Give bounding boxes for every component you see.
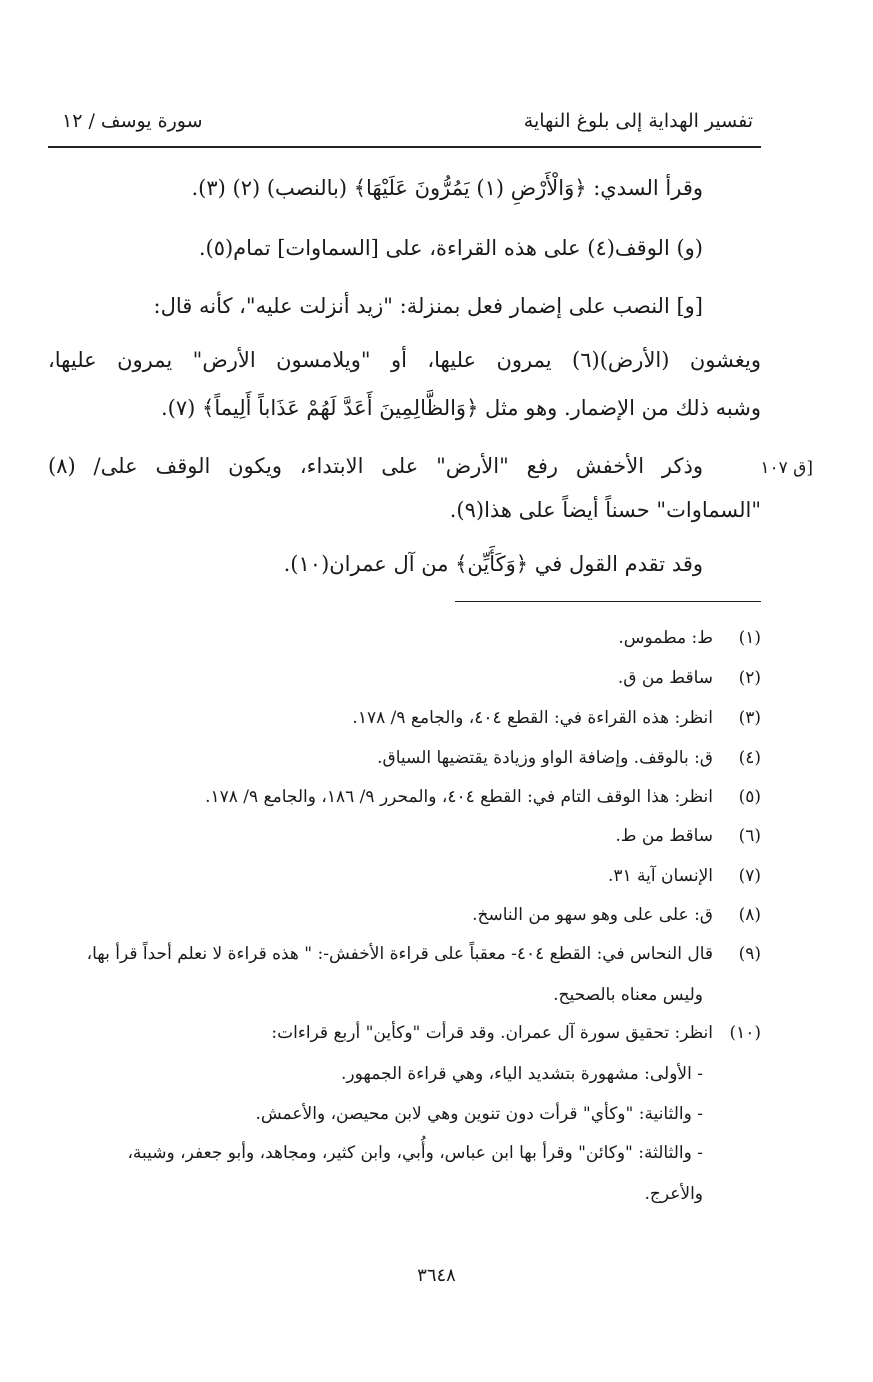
footnote-text: ساقط من ط.: [615, 826, 713, 846]
footnote-rule: [455, 601, 761, 602]
footnote-number: (٤): [738, 748, 761, 768]
footnote-item: [48, 828, 761, 845]
footnote-continuation: - والثانية: "وكأي" قرأت دون تنوين وهي لابن محيصن، والأعمش.: [255, 1104, 703, 1124]
page-number: ٣٦٤٨: [417, 1265, 456, 1286]
margin-manuscript-ref: [ق ١٠٧: [760, 458, 813, 478]
body-line-2: (و) الوقف(٤) على هذه القراءة، على [السماوات] تمام(٥).: [198, 236, 703, 260]
footnote-number: (١): [738, 628, 761, 648]
body-line-4: ويغشون (الأرض)(٦) يمرون عليها، أو "ويلامسون الأرض" يمرون عليها،: [48, 348, 762, 372]
footnote-continuation: والأعرج.: [644, 1184, 703, 1204]
footnote-text: انظر: هذا الوقف التام في: القطع ٤٠٤، والمحرر ٩/ ١٨٦، والجامع ٩/ ١٧٨.: [205, 787, 713, 807]
footnote-item: [48, 946, 761, 963]
footnote-text: ق: بالوقف. وإضافة الواو وزيادة يقتضيها السياق.: [377, 748, 713, 768]
footnote-item: [48, 750, 761, 767]
footnote-continuation: - والثالثة: "وكائن" وقرأ بها ابن عباس، وأُبي، وابن كثير، ومجاهد، وأبو جعفر، وشيبة،: [127, 1143, 703, 1163]
footnote-item: [48, 670, 761, 687]
footnote-text: ساقط من ق.: [617, 668, 713, 688]
footnote-item: [48, 630, 761, 647]
footnote-item: [48, 907, 761, 924]
footnote-text: ط: مطموس.: [618, 628, 713, 648]
footnote-item: [48, 1025, 761, 1042]
body-line-5: وشبه ذلك من الإضمار. وهو مثل ﴿وَالظَّالِمِينَ أَعَدَّ لَهُمْ عَذَاباً أَلِيماً﴾ (٧).: [161, 396, 761, 420]
footnote-number: (٣): [738, 708, 761, 728]
footnote-number: (٧): [738, 866, 761, 886]
footnote-number: (٨): [738, 905, 761, 925]
footnote-item: [48, 868, 761, 885]
footnote-number: (٥): [738, 787, 761, 807]
running-header-title: تفسير الهداية إلى بلوغ النهاية: [523, 110, 753, 132]
footnote-text: انظر: تحقيق سورة آل عمران. وقد قرأت "وكأين" أربع قراءات:: [271, 1023, 713, 1043]
body-line-3: [و] النصب على إضمار فعل بمنزلة: "زيد أنزلت عليه"، كأنه قال:: [153, 294, 703, 318]
footnote-item: [48, 710, 761, 727]
footnote-continuation: وليس معناه بالصحيح.: [553, 985, 703, 1005]
footnote-text: ق: على على وهو سهو من الناسخ.: [472, 905, 713, 925]
footnote-number: (١٠): [729, 1023, 761, 1043]
body-line-8: وقد تقدم القول في ﴿وَكَأَيِّن﴾ من آل عمران(١٠).: [283, 552, 703, 576]
header-rule: [48, 146, 761, 148]
footnote-number: (٢): [738, 668, 761, 688]
footnote-text: انظر: هذه القراءة في: القطع ٤٠٤، والجامع ٩/ ١٧٨.: [352, 708, 713, 728]
footnote-text: قال النحاس في: القطع ٤٠٤- معقباً على قراءة الأخفش-: " هذه قراءة لا نعلم أحداً قرأ بها،: [86, 944, 713, 964]
footnote-number: (٩): [738, 944, 761, 964]
footnote-text: الإنسان آية ٣١.: [607, 866, 713, 886]
footnote-item: [48, 789, 761, 806]
body-line-1: وقرأ السدي: ﴿وَالْأَرْضِ (١) يَمُرُّونَ عَلَيْهَا﴾ (بالنصب) (٢) (٣).: [191, 176, 703, 200]
running-header-surah: سورة يوسف / ١٢: [62, 110, 203, 132]
body-line-7: "السماوات" حسناً أيضاً على هذا(٩).: [449, 498, 761, 522]
footnote-continuation: - الأولى: مشهورة بتشديد الياء، وهي قراءة الجمهور.: [341, 1064, 703, 1084]
footnote-number: (٦): [738, 826, 761, 846]
body-line-6: وذكر الأخفش رفع "الأرض" على الابتداء، ويكون الوقف على/ (٨): [48, 454, 703, 478]
